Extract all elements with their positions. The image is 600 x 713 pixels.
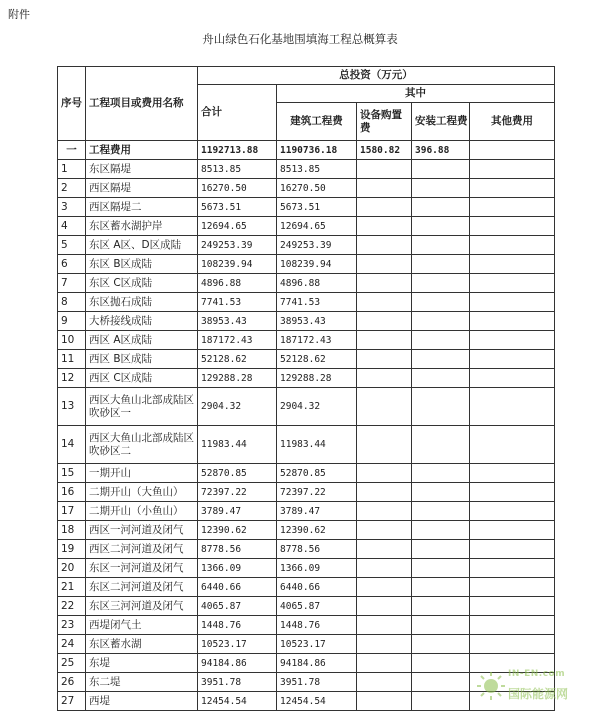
row-total: 12454.54 xyxy=(198,692,277,711)
header-construction: 建筑工程费 xyxy=(277,103,357,141)
row-installation xyxy=(412,521,470,540)
header-seq: 序号 xyxy=(58,67,86,141)
row-equipment xyxy=(357,540,412,559)
header-other: 其他费用 xyxy=(470,103,555,141)
row-name: 东区隔堤 xyxy=(86,160,198,179)
table-row xyxy=(58,255,555,274)
row-other xyxy=(470,616,555,635)
row-other xyxy=(470,274,555,293)
table-row xyxy=(58,236,555,255)
row-other xyxy=(470,635,555,654)
row-construction: 4896.88 xyxy=(277,274,357,293)
row-equipment xyxy=(357,369,412,388)
row-equipment xyxy=(357,673,412,692)
table-row xyxy=(58,559,555,578)
row-seq: 19 xyxy=(58,540,86,559)
row-other xyxy=(470,483,555,502)
row-total: 10523.17 xyxy=(198,635,277,654)
row-name: 东区 B区成陆 xyxy=(86,255,198,274)
row-total: 94184.86 xyxy=(198,654,277,673)
row-installation xyxy=(412,236,470,255)
row-name: 东区 C区成陆 xyxy=(86,274,198,293)
row-construction: 10523.17 xyxy=(277,635,357,654)
row-seq: 18 xyxy=(58,521,86,540)
table-row xyxy=(58,312,555,331)
table-row xyxy=(58,597,555,616)
row-name: 东区蓄水湖护岸 xyxy=(86,217,198,236)
row-other xyxy=(470,388,555,426)
row-name: 西区一河河道及闭气 xyxy=(86,521,198,540)
row-name: 东区二河河道及闭气 xyxy=(86,578,198,597)
sun-logo-icon xyxy=(476,671,506,701)
row-total: 8513.85 xyxy=(198,160,277,179)
row-seq: 4 xyxy=(58,217,86,236)
row-total: 249253.39 xyxy=(198,236,277,255)
row-construction: 5673.51 xyxy=(277,198,357,217)
row-total: 7741.53 xyxy=(198,293,277,312)
row-construction: 94184.86 xyxy=(277,654,357,673)
row-total: 12390.62 xyxy=(198,521,277,540)
summary-name: 工程费用 xyxy=(86,141,198,160)
row-seq: 21 xyxy=(58,578,86,597)
row-seq: 25 xyxy=(58,654,86,673)
row-name: 东区抛石成陆 xyxy=(86,293,198,312)
row-equipment xyxy=(357,274,412,293)
row-installation xyxy=(412,350,470,369)
row-name: 西区大鱼山北部成陆区吹砂区一 xyxy=(86,388,198,426)
row-installation xyxy=(412,293,470,312)
table-row xyxy=(58,502,555,521)
table-row xyxy=(58,616,555,635)
table-row xyxy=(58,483,555,502)
row-seq: 26 xyxy=(58,673,86,692)
table-row xyxy=(58,521,555,540)
row-construction: 6440.66 xyxy=(277,578,357,597)
header-total-investment: 总投资（万元） xyxy=(198,67,555,85)
row-name: 二期开山（小鱼山） xyxy=(86,502,198,521)
table-row xyxy=(58,274,555,293)
row-total: 3789.47 xyxy=(198,502,277,521)
row-construction: 11983.44 xyxy=(277,426,357,464)
row-construction: 4065.87 xyxy=(277,597,357,616)
row-name: 大桥接线成陆 xyxy=(86,312,198,331)
row-equipment xyxy=(357,388,412,426)
row-installation xyxy=(412,635,470,654)
row-equipment xyxy=(357,198,412,217)
row-seq: 6 xyxy=(58,255,86,274)
row-construction: 72397.22 xyxy=(277,483,357,502)
table-row xyxy=(58,635,555,654)
row-installation xyxy=(412,388,470,426)
row-other xyxy=(470,559,555,578)
row-installation xyxy=(412,464,470,483)
row-installation xyxy=(412,578,470,597)
row-total: 6440.66 xyxy=(198,578,277,597)
row-installation xyxy=(412,654,470,673)
row-total: 2904.32 xyxy=(198,388,277,426)
row-construction: 16270.50 xyxy=(277,179,357,198)
row-construction: 12454.54 xyxy=(277,692,357,711)
row-total: 38953.43 xyxy=(198,312,277,331)
row-installation xyxy=(412,426,470,464)
row-other xyxy=(470,198,555,217)
row-other xyxy=(470,236,555,255)
row-equipment xyxy=(357,559,412,578)
row-seq: 2 xyxy=(58,179,86,198)
row-other xyxy=(470,369,555,388)
row-other xyxy=(470,350,555,369)
row-equipment xyxy=(357,578,412,597)
row-seq: 23 xyxy=(58,616,86,635)
watermark-name: 国际能源网 xyxy=(508,687,569,701)
row-name: 二期开山（大鱼山） xyxy=(86,483,198,502)
row-name: 西区 A区成陆 xyxy=(86,331,198,350)
row-name: 西区隔堤二 xyxy=(86,198,198,217)
attachment-label: 附件 xyxy=(8,8,30,21)
row-other xyxy=(470,464,555,483)
row-seq: 5 xyxy=(58,236,86,255)
table-row xyxy=(58,350,555,369)
row-other xyxy=(470,578,555,597)
summary-seq: 一 xyxy=(58,141,86,160)
row-installation xyxy=(412,502,470,521)
row-name: 东区三河河道及闭气 xyxy=(86,597,198,616)
page-title: 舟山绿色石化基地围填海工程总概算表 xyxy=(202,32,398,46)
row-name: 西区隔堤 xyxy=(86,179,198,198)
header-installation: 安装工程费 xyxy=(412,103,470,141)
row-equipment xyxy=(357,597,412,616)
row-total: 187172.43 xyxy=(198,331,277,350)
row-equipment xyxy=(357,654,412,673)
row-total: 8778.56 xyxy=(198,540,277,559)
table-row xyxy=(58,217,555,236)
row-name: 一期开山 xyxy=(86,464,198,483)
watermark-domain: IN-EN.com xyxy=(508,669,566,679)
row-installation xyxy=(412,179,470,198)
row-equipment xyxy=(357,293,412,312)
row-other xyxy=(470,426,555,464)
row-other xyxy=(470,502,555,521)
row-equipment xyxy=(357,692,412,711)
row-name: 东堤 xyxy=(86,654,198,673)
table-row xyxy=(58,369,555,388)
row-seq: 14 xyxy=(58,426,86,464)
summary-installation: 396.88 xyxy=(412,141,470,160)
row-equipment xyxy=(357,616,412,635)
row-seq: 20 xyxy=(58,559,86,578)
table-row xyxy=(58,160,555,179)
row-seq: 8 xyxy=(58,293,86,312)
row-installation xyxy=(412,160,470,179)
row-seq: 9 xyxy=(58,312,86,331)
row-seq: 13 xyxy=(58,388,86,426)
table-row xyxy=(58,388,555,426)
row-installation xyxy=(412,616,470,635)
row-total: 11983.44 xyxy=(198,426,277,464)
summary-other xyxy=(470,141,555,160)
row-total: 52128.62 xyxy=(198,350,277,369)
row-seq: 27 xyxy=(58,692,86,711)
row-installation xyxy=(412,331,470,350)
row-name: 东二堤 xyxy=(86,673,198,692)
watermark xyxy=(474,663,594,709)
row-equipment xyxy=(357,483,412,502)
row-construction: 3951.78 xyxy=(277,673,357,692)
row-construction: 52128.62 xyxy=(277,350,357,369)
row-equipment xyxy=(357,521,412,540)
row-construction: 1448.76 xyxy=(277,616,357,635)
row-construction: 129288.28 xyxy=(277,369,357,388)
row-name: 西堤闭气土 xyxy=(86,616,198,635)
summary-equipment: 1580.82 xyxy=(357,141,412,160)
row-construction: 7741.53 xyxy=(277,293,357,312)
row-other xyxy=(470,331,555,350)
row-equipment xyxy=(357,350,412,369)
row-total: 5673.51 xyxy=(198,198,277,217)
row-other xyxy=(470,255,555,274)
row-construction: 8513.85 xyxy=(277,160,357,179)
row-construction: 3789.47 xyxy=(277,502,357,521)
table-row xyxy=(58,179,555,198)
row-seq: 17 xyxy=(58,502,86,521)
row-name: 西堤 xyxy=(86,692,198,711)
table-row xyxy=(58,293,555,312)
row-equipment xyxy=(357,502,412,521)
summary-construction: 1190736.18 xyxy=(277,141,357,160)
row-construction: 52870.85 xyxy=(277,464,357,483)
row-seq: 11 xyxy=(58,350,86,369)
row-installation xyxy=(412,597,470,616)
row-total: 1366.09 xyxy=(198,559,277,578)
table-row xyxy=(58,198,555,217)
header-project: 工程项目或费用名称 xyxy=(86,67,198,141)
header-subtotal: 合计 xyxy=(198,85,277,141)
row-other xyxy=(470,160,555,179)
row-equipment xyxy=(357,426,412,464)
row-installation xyxy=(412,483,470,502)
row-seq: 7 xyxy=(58,274,86,293)
row-total: 1448.76 xyxy=(198,616,277,635)
row-construction: 108239.94 xyxy=(277,255,357,274)
row-other xyxy=(470,540,555,559)
row-installation xyxy=(412,198,470,217)
row-installation xyxy=(412,312,470,331)
row-total: 129288.28 xyxy=(198,369,277,388)
table-row xyxy=(58,426,555,464)
row-total: 108239.94 xyxy=(198,255,277,274)
row-construction: 187172.43 xyxy=(277,331,357,350)
row-other xyxy=(470,179,555,198)
row-installation xyxy=(412,217,470,236)
row-construction: 38953.43 xyxy=(277,312,357,331)
row-total: 4065.87 xyxy=(198,597,277,616)
row-construction: 12694.65 xyxy=(277,217,357,236)
row-equipment xyxy=(357,635,412,654)
row-installation xyxy=(412,673,470,692)
row-total: 12694.65 xyxy=(198,217,277,236)
row-seq: 10 xyxy=(58,331,86,350)
row-installation xyxy=(412,274,470,293)
table-row xyxy=(58,540,555,559)
row-equipment xyxy=(357,160,412,179)
row-installation xyxy=(412,369,470,388)
row-total: 3951.78 xyxy=(198,673,277,692)
row-other xyxy=(470,521,555,540)
table-row xyxy=(58,464,555,483)
row-total: 4896.88 xyxy=(198,274,277,293)
row-seq: 3 xyxy=(58,198,86,217)
row-construction: 2904.32 xyxy=(277,388,357,426)
row-name: 西区二河河道及闭气 xyxy=(86,540,198,559)
table-row xyxy=(58,578,555,597)
row-equipment xyxy=(357,255,412,274)
row-other xyxy=(470,217,555,236)
row-name: 西区 C区成陆 xyxy=(86,369,198,388)
header-equipment: 设备购置费 xyxy=(357,103,412,141)
row-name: 西区 B区成陆 xyxy=(86,350,198,369)
row-installation xyxy=(412,692,470,711)
row-equipment xyxy=(357,312,412,331)
summary-row xyxy=(58,141,555,160)
summary-total: 1192713.88 xyxy=(198,141,277,160)
row-equipment xyxy=(357,236,412,255)
row-total: 72397.22 xyxy=(198,483,277,502)
row-name: 东区 A区、D区成陆 xyxy=(86,236,198,255)
row-total: 16270.50 xyxy=(198,179,277,198)
row-total: 52870.85 xyxy=(198,464,277,483)
row-seq: 12 xyxy=(58,369,86,388)
row-seq: 15 xyxy=(58,464,86,483)
row-equipment xyxy=(357,179,412,198)
row-name: 东区一河河道及闭气 xyxy=(86,559,198,578)
row-installation xyxy=(412,540,470,559)
row-other xyxy=(470,293,555,312)
budget-table xyxy=(57,66,555,711)
row-equipment xyxy=(357,331,412,350)
row-name: 西区大鱼山北部成陆区吹砂区二 xyxy=(86,426,198,464)
row-seq: 22 xyxy=(58,597,86,616)
row-name: 东区蓄水湖 xyxy=(86,635,198,654)
row-installation xyxy=(412,255,470,274)
row-construction: 8778.56 xyxy=(277,540,357,559)
row-seq: 24 xyxy=(58,635,86,654)
row-other xyxy=(470,312,555,331)
table-row xyxy=(58,331,555,350)
row-seq: 1 xyxy=(58,160,86,179)
row-construction: 1366.09 xyxy=(277,559,357,578)
row-equipment xyxy=(357,464,412,483)
row-construction: 12390.62 xyxy=(277,521,357,540)
header-of-which: 其中 xyxy=(277,85,555,103)
row-equipment xyxy=(357,217,412,236)
row-construction: 249253.39 xyxy=(277,236,357,255)
row-installation xyxy=(412,559,470,578)
row-other xyxy=(470,597,555,616)
row-seq: 16 xyxy=(58,483,86,502)
